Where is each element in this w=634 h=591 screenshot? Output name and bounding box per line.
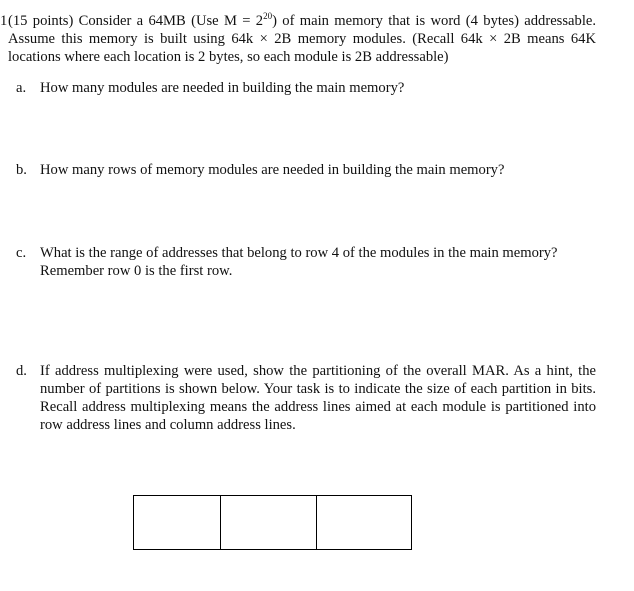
problem-statement (0, 11, 596, 66)
mar-partition-box (317, 496, 412, 550)
question-text: If address multiplexing were used, show the partitioning of the overall MAR. As a hint, the number of partitions is shown below. Your task is to indicate the size of each partition in bits. Recall address multiplexing means the address lines aimed at each module is partitioned into row address lines and column address lines. (40, 363, 596, 433)
question-letter: d. (16, 363, 27, 379)
mar-partition-box (134, 496, 221, 550)
question-text-line: Remember row 0 is the first row. (40, 263, 233, 279)
question-text (40, 244, 596, 280)
question-b (16, 161, 596, 179)
question-text-line: What is the range of addresses that belong to row 4 of the modules in the main memory? (40, 245, 558, 261)
question-text: How many modules are needed in building the main memory? (40, 80, 405, 96)
question-d (16, 362, 596, 434)
problem-intro-text-cont: ) of main memory that is word (4 bytes) addressable. Assume this memory is built using 64k × 2B memory modules. (Recall 64k × 2B means 64K locations where each location is 2 bytes, so each module is 2B addressable) (8, 13, 596, 65)
question-c (16, 244, 596, 280)
mar-partition-box (221, 496, 317, 550)
exponent: 20 (263, 11, 273, 22)
question-a (16, 79, 596, 97)
question-text: How many rows of memory modules are needed in building the main memory? (40, 162, 505, 178)
question-letter: c. (16, 245, 27, 261)
problem-number-fragment: 1 (0, 13, 8, 29)
mar-partition-boxes (133, 495, 412, 550)
question-letter: a. (16, 80, 27, 96)
question-letter: b. (16, 162, 27, 178)
problem-intro-text: (15 points) Consider a 64MB (Use M = 2 (8, 13, 264, 29)
